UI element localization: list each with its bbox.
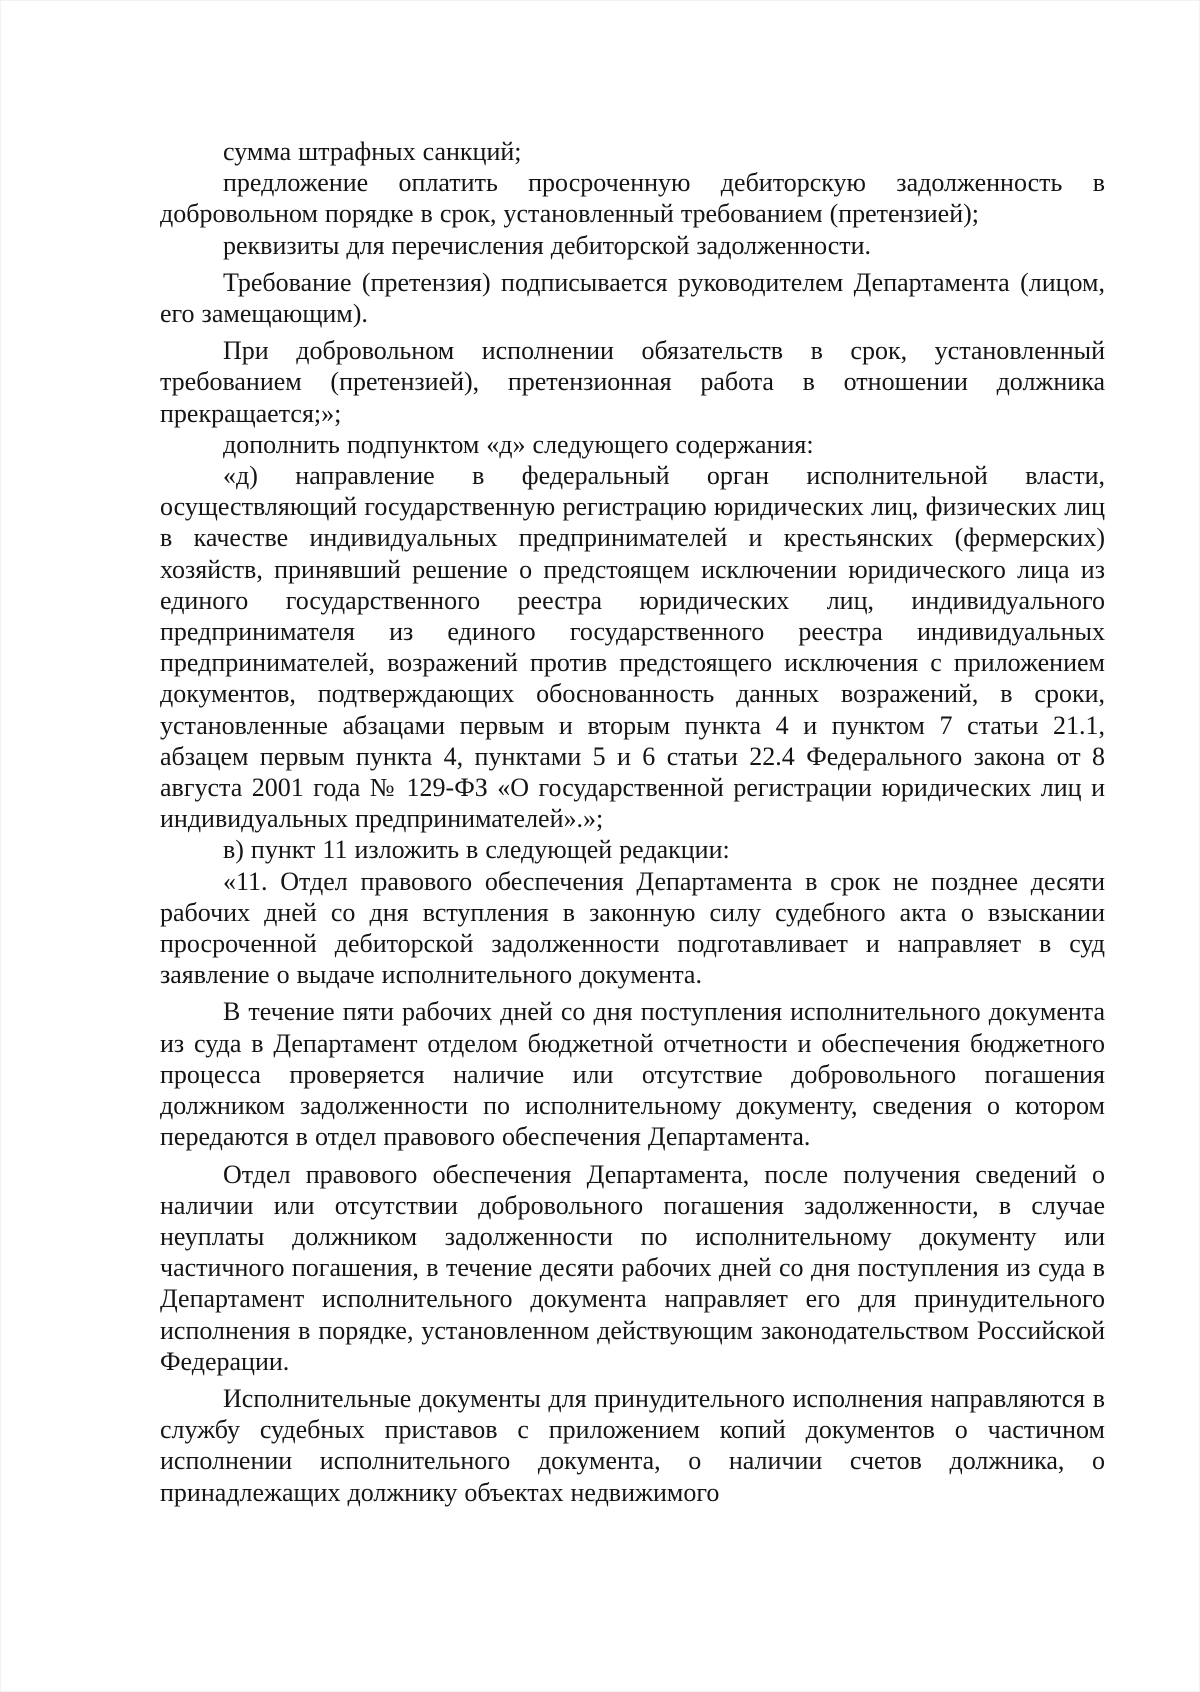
paragraph-add-subitem-d: дополнить подпунктом «д» следующего содержания: <box>223 429 814 459</box>
paragraph-penalty-sum: сумма штрафных санкций; <box>223 137 522 166</box>
paragraph-voluntary-payment-offer: предложение оплатить просроченную дебиторскую задолженность в добровольном порядке в срок, установленный требованием (претензией); <box>160 168 1105 229</box>
paragraph-enforcement-documents: Исполнительные документы для принудительного исполнения направляются в службу судебных приставов с приложением копий документов о частичном исполнении исполнительного документа, о наличии счетов должника, о принадлежащих должнику объектах недвижимого <box>160 1383 1105 1507</box>
paragraph-subitem-d-text: «д) направление в федеральный орган исполнительной власти, осуществляющий государственную регистрацию юридических лиц, физических лиц в качестве индивидуальных предпринимателей и крестьянских (фермерских) хозяйств, принявший решение о предстоящем исключении юридического лица из единого государственного реестра юридических лиц, индивидуального предпринимателя из единого государственного реестра индивидуальных предпринимателей, возражений против предстоящего исключения с приложением документов, подтверждающих обоснованность данных возражений, в сроки, установленные абзацами первым и вторым пункта 4 и пунктом 7 статьи 21.1, абзацем первым пункта 4, пунктами 5 и 6 статьи 22.4 Федерального закона от 8 августа 2001 года № 129-ФЗ «О государственной регистрации юридических лиц и индивидуальных предпринимателей».»; <box>160 461 1105 834</box>
document-body <box>160 136 1105 1508</box>
paragraph-enforcement-check: В течение пяти рабочих дней со дня поступления исполнительного документа из суда в Департамент отделом бюджетной отчетности и обеспечения бюджетного процесса проверяется наличие или отсутствие добровольного погашения должником задолженности по исполнительному документу, сведения о котором передаются в отдел правового обеспечения Департамента. <box>160 997 1105 1152</box>
paragraph-item-11-heading: в) пункт 11 изложить в следующей редакции: <box>223 835 730 865</box>
paragraph-legal-department-action: Отдел правового обеспечения Департамента, после получения сведений о наличии или отсутствии добровольного погашения задолженности, в случае неуплаты должником задолженности по исполнительному документу или частичного погашения, в течение десяти рабочих дней со дня поступления из суда в Департамент исполнительного документа направляет его для принудительного исполнения в порядке, установленном действующим законодательством Российской Федерации. <box>160 1159 1105 1376</box>
paragraph-claim-signature: Требование (претензия) подписывается руководителем Департамента (лицом, его замещающим). <box>160 267 1105 329</box>
paragraph-voluntary-performance: При добровольном исполнении обязательств в срок, установленный требованием (претензией), претензионная работа в отношении должника прекращается;»; <box>160 336 1105 428</box>
paragraph-payment-details: реквизиты для перечисления дебиторской задолженности. <box>223 230 872 260</box>
paragraph-item-11-text: «11. Отдел правового обеспечения Департамента в срок не позднее десяти рабочих дней со дня вступления в законную силу судебного акта о взыскании просроченной дебиторской задолженности подготавливает и направляет в суд заявление о выдаче исполнительного документа. <box>160 866 1105 990</box>
